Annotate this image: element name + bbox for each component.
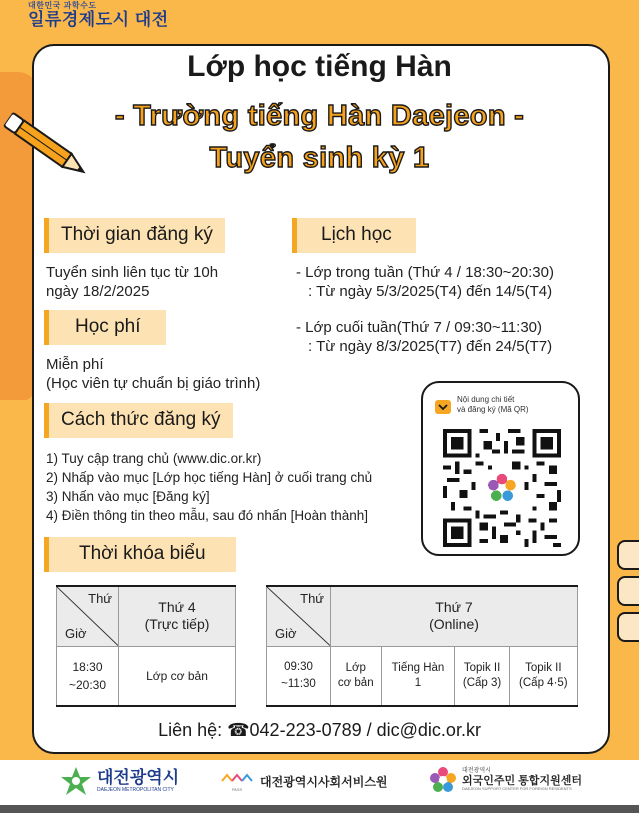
method-step-3: 3) Nhấn vào mục [Đăng ký] <box>46 489 210 504</box>
class-level: (Cấp 3) <box>462 676 502 689</box>
weekday-time-start: 18:30 <box>72 659 103 674</box>
weekday-time-end: ~20:30 <box>68 677 107 692</box>
weekday-timetable <box>56 585 236 707</box>
weekend-day: Thứ 7 <box>435 598 473 615</box>
brand-tagline: 대한민국 과학수도 <box>28 1 97 10</box>
school-name: - Trường tiếng Hàn Daejeon - <box>114 100 525 132</box>
qr-caption-line2: và đăng ký (Mã QR) <box>457 405 529 414</box>
center-small-label: 대전광역시 <box>462 768 491 775</box>
daejeon-city-subtitle: DAEJEON METROPOLITAN CITY <box>97 787 174 793</box>
social-service-logo <box>220 770 388 792</box>
weekend-class-line2: : Từ ngày 8/3/2025(T7) đến 24/5(T7) <box>308 338 553 355</box>
class-level: cơ bản <box>337 676 374 689</box>
weekday-column-header <box>119 586 236 646</box>
social-service-name: 대전광역시사회서비스원 <box>260 774 388 789</box>
qr-caption-line1: Nội dung chi tiết <box>457 395 515 404</box>
class-level: (Cấp 4·5) <box>519 676 568 689</box>
social-service-small: PASS <box>231 787 243 792</box>
weekday-time-cell <box>57 646 119 706</box>
pass-logo-icon <box>220 770 254 784</box>
weekend-class-cell <box>381 646 455 706</box>
method-step-2: 2) Nhấp vào mục [Lớp học tiếng Hàn] ở cuối trang chủ <box>46 470 373 485</box>
registration-heading: Thời gian đăng ký <box>44 218 225 253</box>
fee-heading: Học phí <box>44 310 166 345</box>
decorative-tab <box>617 540 639 570</box>
fee-line1: Miễn phí <box>46 356 104 373</box>
flower-icon <box>428 765 458 795</box>
fee-line2: (Học viên tự chuẩn bị giáo trình) <box>46 375 261 392</box>
corner-cell <box>57 586 119 646</box>
class-schedule-heading: Lịch học <box>292 218 416 253</box>
daejeon-city-logo <box>60 766 179 796</box>
weekend-class-cell <box>331 646 382 706</box>
center-subtitle: DAEJEON SUPPORT CENTER FOR FOREIGN RESIDENTS <box>462 786 572 792</box>
class-name: Topik II <box>463 661 501 674</box>
method-step-4: 4) Điền thông tin theo mẫu, sau đó nhấn [Hoàn thành] <box>46 508 368 523</box>
corner-hour-label: Giờ <box>65 625 87 641</box>
weekend-time-start: 09:30 <box>284 660 313 673</box>
weekday-day: Thứ 4 <box>158 598 196 615</box>
decorative-tab <box>617 576 639 606</box>
brand-name-part2: 대전 <box>134 10 169 29</box>
registration-line1: Tuyển sinh liên tục từ 10h <box>46 264 219 281</box>
enrollment-term: Tuyển sinh kỳ 1 <box>209 142 430 174</box>
decorative-tab <box>617 612 639 642</box>
registration-method-heading: Cách thức đăng ký <box>44 403 233 438</box>
city-brand <box>28 2 169 28</box>
chevron-down-icon <box>435 400 451 414</box>
corner-day-label: Thứ <box>88 591 112 606</box>
registration-line2: ngày 18/2/2025 <box>46 283 150 300</box>
weekend-timetable <box>266 585 578 707</box>
weekday-class-line2: : Từ ngày 5/3/2025(T4) đến 14/5(T4) <box>308 283 553 300</box>
weekday-class-line1: - Lớp trong tuần (Thứ 4 / 18:30~20:30) <box>296 264 554 281</box>
weekday-class-cell: Lớp cơ bản <box>119 646 236 706</box>
weekend-class-cell <box>509 646 577 706</box>
brand-name-part1: 일류경제도시 <box>28 10 135 29</box>
weekend-time-cell <box>267 646 331 706</box>
weekend-mode: (Online) <box>429 616 479 633</box>
qr-code[interactable] <box>443 429 561 547</box>
foreign-resident-center-logo <box>428 765 582 795</box>
footer-logos <box>0 760 639 805</box>
class-level: 1 <box>414 676 422 689</box>
contact-info: Liên hệ: ☎042-223-0789 / dic@dic.or.kr <box>158 720 481 740</box>
class-name: Tiếng Hàn <box>391 661 445 674</box>
qr-panel <box>421 381 580 556</box>
page-title: Lớp học tiếng Hàn <box>187 50 452 83</box>
corner-hour-label: Giờ <box>275 625 297 641</box>
class-name: Topik II <box>525 661 562 674</box>
daejeon-city-name: 대전광역시 <box>97 768 180 787</box>
method-step-1: 1) Tuy cập trang chủ (www.dic.or.kr) <box>46 451 262 466</box>
class-name: Lớp <box>345 661 366 674</box>
timetable-heading: Thời khóa biểu <box>44 537 236 572</box>
corner-day-label: Thứ <box>300 591 324 606</box>
weekend-time-end: ~11:30 <box>281 677 316 690</box>
center-name: 외국인주민 통합지원센터 <box>462 775 582 788</box>
bottom-border <box>0 805 639 813</box>
weekend-column-header <box>331 586 578 646</box>
brand-name <box>28 11 169 28</box>
daejeon-star-icon <box>60 766 92 796</box>
qr-caption <box>457 395 529 415</box>
weekend-class-line1: - Lớp cuối tuần(Thứ 7 / 09:30~11:30) <box>296 319 542 336</box>
weekend-class-cell <box>455 646 509 706</box>
corner-cell <box>267 586 331 646</box>
weekday-mode: (Trực tiếp) <box>144 616 210 633</box>
